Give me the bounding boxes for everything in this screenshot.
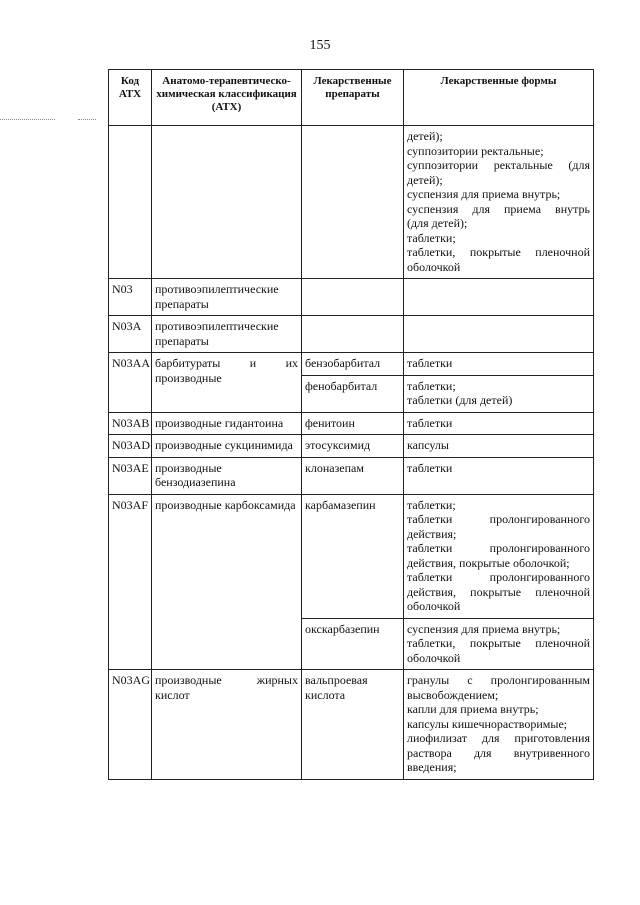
code-cell: N03AG bbox=[109, 670, 152, 780]
table-row bbox=[109, 279, 594, 316]
forms-line: оболочкой bbox=[407, 599, 461, 613]
code-cell: N03A bbox=[109, 316, 152, 353]
forms-line: таблетки пролонгированного bbox=[407, 541, 590, 555]
forms-cell: капсулы bbox=[404, 435, 594, 458]
class-cell: производные гидантоина bbox=[152, 412, 302, 435]
drug-cell: карбамазепин bbox=[302, 494, 404, 618]
forms-cell bbox=[404, 375, 594, 412]
code-cell: N03AA bbox=[109, 353, 152, 413]
forms-line: таблетки; bbox=[407, 230, 456, 245]
code-cell: N03AE bbox=[109, 457, 152, 494]
class-cell bbox=[152, 126, 302, 279]
drug-cell: фенитоин bbox=[302, 412, 404, 435]
header-classification: Анатомо-терапевтическо-химическая классификация (АТХ) bbox=[152, 70, 302, 126]
forms-line: таблетки; bbox=[407, 378, 456, 393]
forms-line: суппозитории ректальные; bbox=[407, 143, 544, 158]
forms-line: гранулы с пролонгированным bbox=[407, 673, 590, 687]
forms-cell: таблетки bbox=[404, 353, 594, 376]
table-row bbox=[109, 353, 594, 376]
drug-cell: вальпроевая кислота bbox=[302, 670, 404, 780]
forms-line: таблетки; bbox=[407, 497, 456, 512]
table-row bbox=[109, 435, 594, 458]
drug-cell: этосуксимид bbox=[302, 435, 404, 458]
forms-line: суппозитории ректальные (для bbox=[407, 158, 590, 172]
forms-line: капсулы кишечнорастворимые; bbox=[407, 716, 568, 731]
forms-line: (для детей); bbox=[407, 216, 468, 230]
forms-line: детей); bbox=[407, 129, 443, 143]
forms-line: суспензия для приема внутрь bbox=[407, 201, 590, 216]
header-drugs: Лекарственные препараты bbox=[302, 70, 404, 126]
code-cell: N03AD bbox=[109, 435, 152, 458]
forms-line: таблетки пролонгированного bbox=[407, 512, 590, 526]
drug-cell: клоназепам bbox=[302, 457, 404, 494]
drug-cell: бензобарбитал bbox=[302, 353, 404, 376]
forms-line: суспензия для приема внутрь; bbox=[407, 187, 561, 201]
forms-line: таблетки, покрытые пленочной bbox=[407, 245, 590, 259]
class-cell: производные бензодиазепина bbox=[152, 457, 302, 494]
page-number: 155 bbox=[309, 38, 331, 53]
forms-cell bbox=[404, 618, 594, 670]
class-cell: производные сукцинимида bbox=[152, 435, 302, 458]
forms-line: таблетки, покрытые пленочной bbox=[407, 636, 590, 650]
forms-line: оболочкой bbox=[407, 259, 461, 274]
class-cell: противоэпилептические препараты bbox=[152, 279, 302, 316]
code-cell: N03AF bbox=[109, 494, 152, 670]
forms-line: действия; bbox=[407, 526, 457, 541]
forms-line: раствора для внутривенного bbox=[407, 745, 590, 760]
forms-line: суспензия для приема внутрь; bbox=[407, 621, 561, 636]
code-cell: N03 bbox=[109, 279, 152, 316]
forms-line: высвобождением; bbox=[407, 687, 499, 702]
forms-cell: таблетки bbox=[404, 457, 594, 494]
table-header-row bbox=[109, 70, 594, 126]
drug-cell bbox=[302, 279, 404, 316]
table-row bbox=[109, 412, 594, 435]
forms-line: лиофилизат для приготовления bbox=[407, 731, 590, 745]
forms-cell bbox=[404, 670, 594, 780]
table-row bbox=[109, 457, 594, 494]
table-row bbox=[109, 316, 594, 353]
forms-line: капли для приема внутрь; bbox=[407, 702, 539, 716]
header-forms: Лекарственные формы bbox=[404, 70, 594, 126]
header-code: Код АТХ bbox=[109, 70, 152, 126]
class-cell: производные жирных кислот bbox=[152, 670, 302, 780]
code-cell bbox=[109, 126, 152, 279]
code-cell: N03AB bbox=[109, 412, 152, 435]
forms-line: таблетки (для детей) bbox=[407, 393, 513, 407]
forms-line: введения; bbox=[407, 760, 457, 774]
forms-cell: таблетки bbox=[404, 412, 594, 435]
drug-cell bbox=[302, 126, 404, 279]
class-cell: барбитураты и их производные bbox=[152, 353, 302, 413]
forms-cell bbox=[404, 494, 594, 618]
forms-cell bbox=[404, 279, 594, 316]
drug-cell: окскарбазепин bbox=[302, 618, 404, 670]
atx-table bbox=[108, 69, 594, 780]
forms-line: таблетки пролонгированного bbox=[407, 570, 590, 584]
class-cell: противоэпилептические препараты bbox=[152, 316, 302, 353]
drug-cell: фенобарбитал bbox=[302, 375, 404, 412]
table-row bbox=[109, 494, 594, 618]
scan-artifact-line bbox=[78, 119, 96, 120]
table-row bbox=[109, 126, 594, 279]
forms-line: детей); bbox=[407, 172, 443, 187]
forms-cell bbox=[404, 316, 594, 353]
class-cell: производные карбоксамида bbox=[152, 494, 302, 670]
forms-cell bbox=[404, 126, 594, 279]
table-row bbox=[109, 670, 594, 780]
scan-artifact-line bbox=[0, 119, 55, 120]
drug-cell bbox=[302, 316, 404, 353]
forms-line: действия, покрытые оболочкой; bbox=[407, 555, 570, 570]
forms-line: оболочкой bbox=[407, 650, 461, 665]
forms-line: действия, покрытые пленочной bbox=[407, 584, 590, 599]
